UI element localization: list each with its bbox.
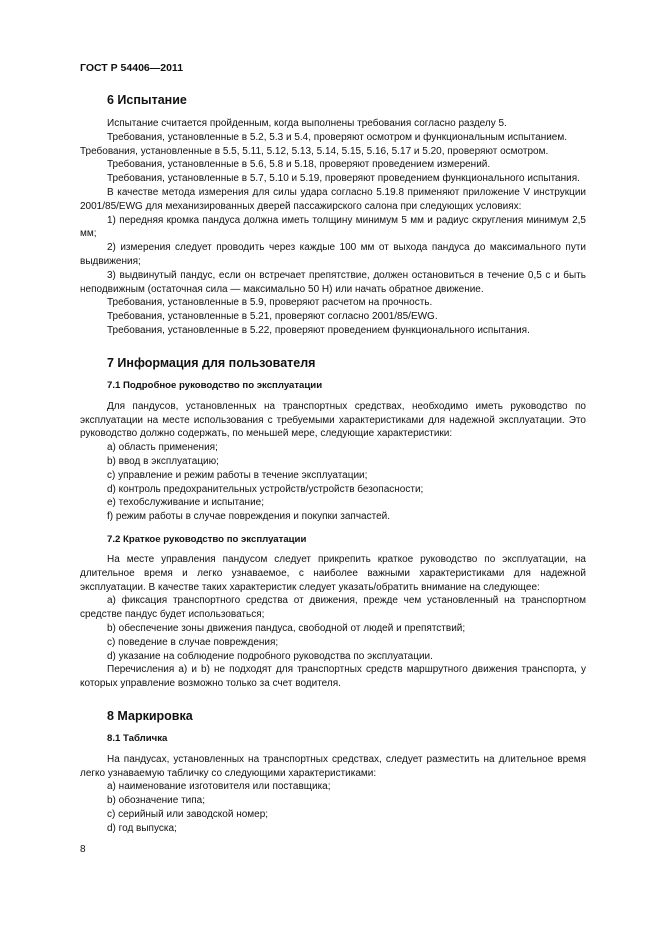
paragraph: Требования, установленные в 5.5, 5.11, 5.12, 5.13, 5.14, 5.15, 5.16, 5.17 и 5.20, проверяют осмотром.: [80, 145, 549, 157]
paragraph: Требования, установленные в 5.22, проверяют проведением функционального испытания.: [107, 324, 530, 336]
section-6-title: 6 Испытание: [107, 93, 187, 107]
list-item: c) поведение в случае повреждения;: [107, 636, 279, 648]
paragraph: Перечисления а) и b) не подходят для транспортных средств маршрутного движения транспорта, у которых управление возможно только за счет водителя.: [80, 664, 586, 690]
paragraph: Требования, установленные в 5.21, проверяют согласно 2001/85/EWG.: [107, 311, 438, 323]
list-item: a) фиксация транспортного средства от движения, прежде чем установленный на транспортном средстве пандус будет использоваться;: [80, 595, 586, 621]
paragraph: На месте управления пандусом следует прикрепить краткое руководство по эксплуатации, на длительное время и легко узнаваемое, с наиболее важными характеристиками для надежной эксплуатации. В качестве таких характеристик следует указать/обратить внимание на следующее:: [80, 553, 586, 593]
list-item: a) наименование изготовителя или поставщика;: [107, 781, 331, 793]
paragraph: На пандусах, установленных на транспортных средствах, следует разместить на длительное время легко узнаваемую табличку со следующими характеристиками:: [80, 753, 586, 779]
list-item: d) указание на соблюдение подробного руководства по эксплуатации.: [107, 650, 433, 662]
standard-header: ГОСТ Р 54406—2011: [80, 62, 184, 74]
subsection-7-1-title: 7.1 Подробное руководство по эксплуатации: [107, 379, 323, 391]
paragraph: Требования, установленные в 5.7, 5.10 и 5.19, проверяют проведением функционального испытания.: [107, 173, 580, 185]
paragraph: Требования, установленные в 5.9, проверяют расчетом на прочность.: [107, 297, 433, 309]
subsection-7-2-title: 7.2 Краткое руководство по эксплуатации: [107, 533, 307, 545]
paragraph: Испытание считается пройденным, когда выполнены требования согласно разделу 5.: [107, 118, 507, 129]
list-item: b) обеспечение зоны движения пандуса, свободной от людей и препятствий;: [107, 622, 466, 634]
list-item: b) ввод в эксплуатацию;: [107, 455, 219, 467]
paragraph: Для пандусов, установленных на транспортных средствах, необходимо иметь руководство по эксплуатации на месте использования с требуемыми характеристиками для надежной эксплуатации. Это руководство должно содержать, по меньшей мере, следующие характеристики:: [80, 400, 586, 440]
list-item: 3) выдвинутый пандус, если он встречает препятствие, должен остановиться в течение 0,5 с и быть неподвижным (остаточная сила — максимально 50 Н) или начать обратное движение.: [80, 269, 586, 295]
subsection-8-1-title: 8.1 Табличка: [107, 732, 168, 744]
list-item: f) режим работы в случае повреждения и покупки запчастей.: [107, 511, 390, 523]
list-item: d) год выпуска;: [107, 822, 177, 834]
list-item: c) серийный или заводской номер;: [107, 809, 269, 821]
list-item: b) обозначение типа;: [107, 795, 205, 807]
list-item: a) область применения;: [107, 442, 218, 454]
list-item: c) управление и режим работы в течение эксплуатации;: [107, 469, 368, 481]
document-body: [80, 93, 586, 836]
paragraph: В качестве метода измерения для силы удара согласно 5.19.8 применяют приложение V инструкции 2001/85/EWG для механизированных дверей пассажирского салона при следующих условиях:: [80, 186, 586, 212]
list-item: d) контроль предохранительных устройств/устройств безопасности;: [107, 483, 424, 495]
paragraph: Требования, установленные в 5.6, 5.8 и 5.18, проверяют проведением измерений.: [107, 159, 491, 171]
section-7-title: 7 Информация для пользователя: [107, 355, 316, 370]
page-number: 8: [80, 844, 86, 855]
list-item: 2) измерения следует проводить через каждые 100 мм от выхода пандуса до максимального пути выдвижения;: [80, 242, 586, 267]
section-8-title: 8 Маркировка: [107, 708, 193, 723]
list-item: 1) передняя кромка пандуса должна иметь толщину минимум 5 мм и радиус скругления минимум 2,5 мм;: [80, 214, 586, 240]
paragraph: Требования, установленные в 5.2, 5.3 и 5.4, проверяют осмотром и функциональным испытанием.: [107, 131, 568, 143]
list-item: e) техобслуживание и испытание;: [107, 497, 265, 509]
